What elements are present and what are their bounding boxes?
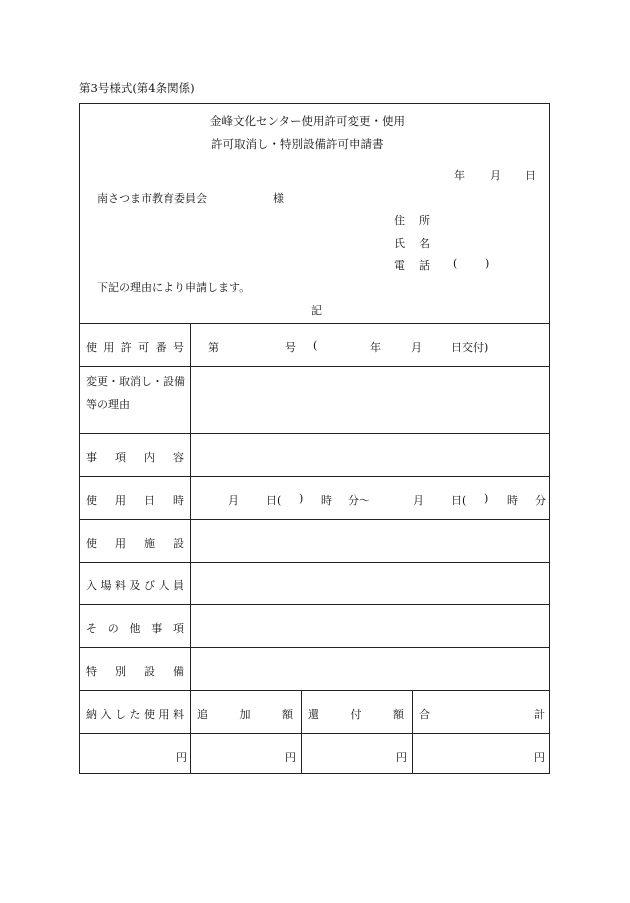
date-month: 月	[490, 169, 501, 182]
row-divider	[80, 433, 549, 434]
datetime-hour1: 時	[321, 494, 332, 507]
total-header-right: 計	[534, 708, 545, 721]
datetime-hour2: 時	[507, 494, 518, 507]
row-divider	[80, 562, 549, 563]
permit-number-label: 使 用 許 可 番 号	[86, 341, 184, 354]
admission-label: 入 場 料 及 び 人 員	[86, 579, 184, 592]
permit-dai: 第	[208, 341, 219, 354]
row-divider	[80, 366, 549, 367]
permit-month: 月	[411, 341, 422, 354]
permit-paren: (	[313, 339, 318, 352]
date-day: 日	[525, 169, 536, 182]
datetime-day2: 日(	[451, 494, 467, 507]
additional-amount-header: 追 加 額	[197, 708, 293, 721]
datetime-close2: )	[484, 492, 489, 505]
yen-refund: 円	[396, 751, 407, 764]
yen-total: 円	[534, 751, 545, 764]
phone-label: 電 話	[394, 259, 430, 272]
phone-paren-open: (	[453, 257, 458, 270]
datetime-minute1: 分〜	[348, 494, 370, 507]
label-column-divider	[190, 323, 191, 774]
application-form	[79, 103, 550, 774]
ki-label: 記	[311, 304, 322, 317]
datetime-month1: 月	[228, 494, 239, 507]
row-divider	[80, 690, 549, 691]
fee-column-divider	[412, 690, 413, 774]
datetime-close1: )	[299, 492, 304, 505]
yen-fee-paid: 円	[176, 751, 187, 764]
form-title-line2: 許可取消し・特別設備許可申請書	[211, 137, 384, 151]
date-year: 年	[454, 169, 465, 182]
datetime-minute2: 分	[535, 494, 546, 507]
total-header-left: 合	[419, 708, 430, 721]
row-divider	[80, 733, 549, 734]
permit-year: 年	[370, 341, 381, 354]
phone-paren-close: )	[485, 257, 490, 270]
row-divider	[80, 647, 549, 648]
honorific: 様	[273, 192, 284, 205]
fee-paid-label: 納 入 し た 使 用 料	[86, 708, 184, 721]
datetime-label: 使 用 日 時	[86, 494, 184, 507]
form-title-line1: 金峰文化センター使用許可変更・使用	[210, 114, 406, 128]
reason-label-line2: 等の理由	[86, 398, 130, 411]
statement: 下記の理由により申請します。	[97, 281, 251, 294]
datetime-day1: 日(	[266, 494, 282, 507]
addressee: 南さつま市教育委員会	[97, 192, 207, 205]
facility-label: 使 用 施 設	[86, 537, 184, 550]
datetime-month2: 月	[413, 494, 424, 507]
permit-issued: 日交付)	[451, 341, 489, 354]
matter-label: 事 項 内 容	[86, 451, 184, 464]
name-label: 氏 名	[394, 237, 430, 250]
other-matters-label: そ の 他 事 項	[86, 622, 184, 635]
special-equipment-label: 特 別 設 備	[86, 665, 184, 678]
row-divider	[80, 323, 549, 324]
permit-go: 号	[285, 341, 296, 354]
yen-additional: 円	[285, 751, 296, 764]
form-number: 第3号様式(第4条関係)	[79, 81, 195, 95]
row-divider	[80, 476, 549, 477]
address-label: 住 所	[394, 214, 430, 227]
row-divider	[80, 604, 549, 605]
fee-column-divider	[301, 690, 302, 774]
refund-amount-header: 還 付 額	[308, 708, 404, 721]
row-divider	[80, 519, 549, 520]
reason-label-line1: 変更・取消し・設備	[86, 375, 185, 388]
